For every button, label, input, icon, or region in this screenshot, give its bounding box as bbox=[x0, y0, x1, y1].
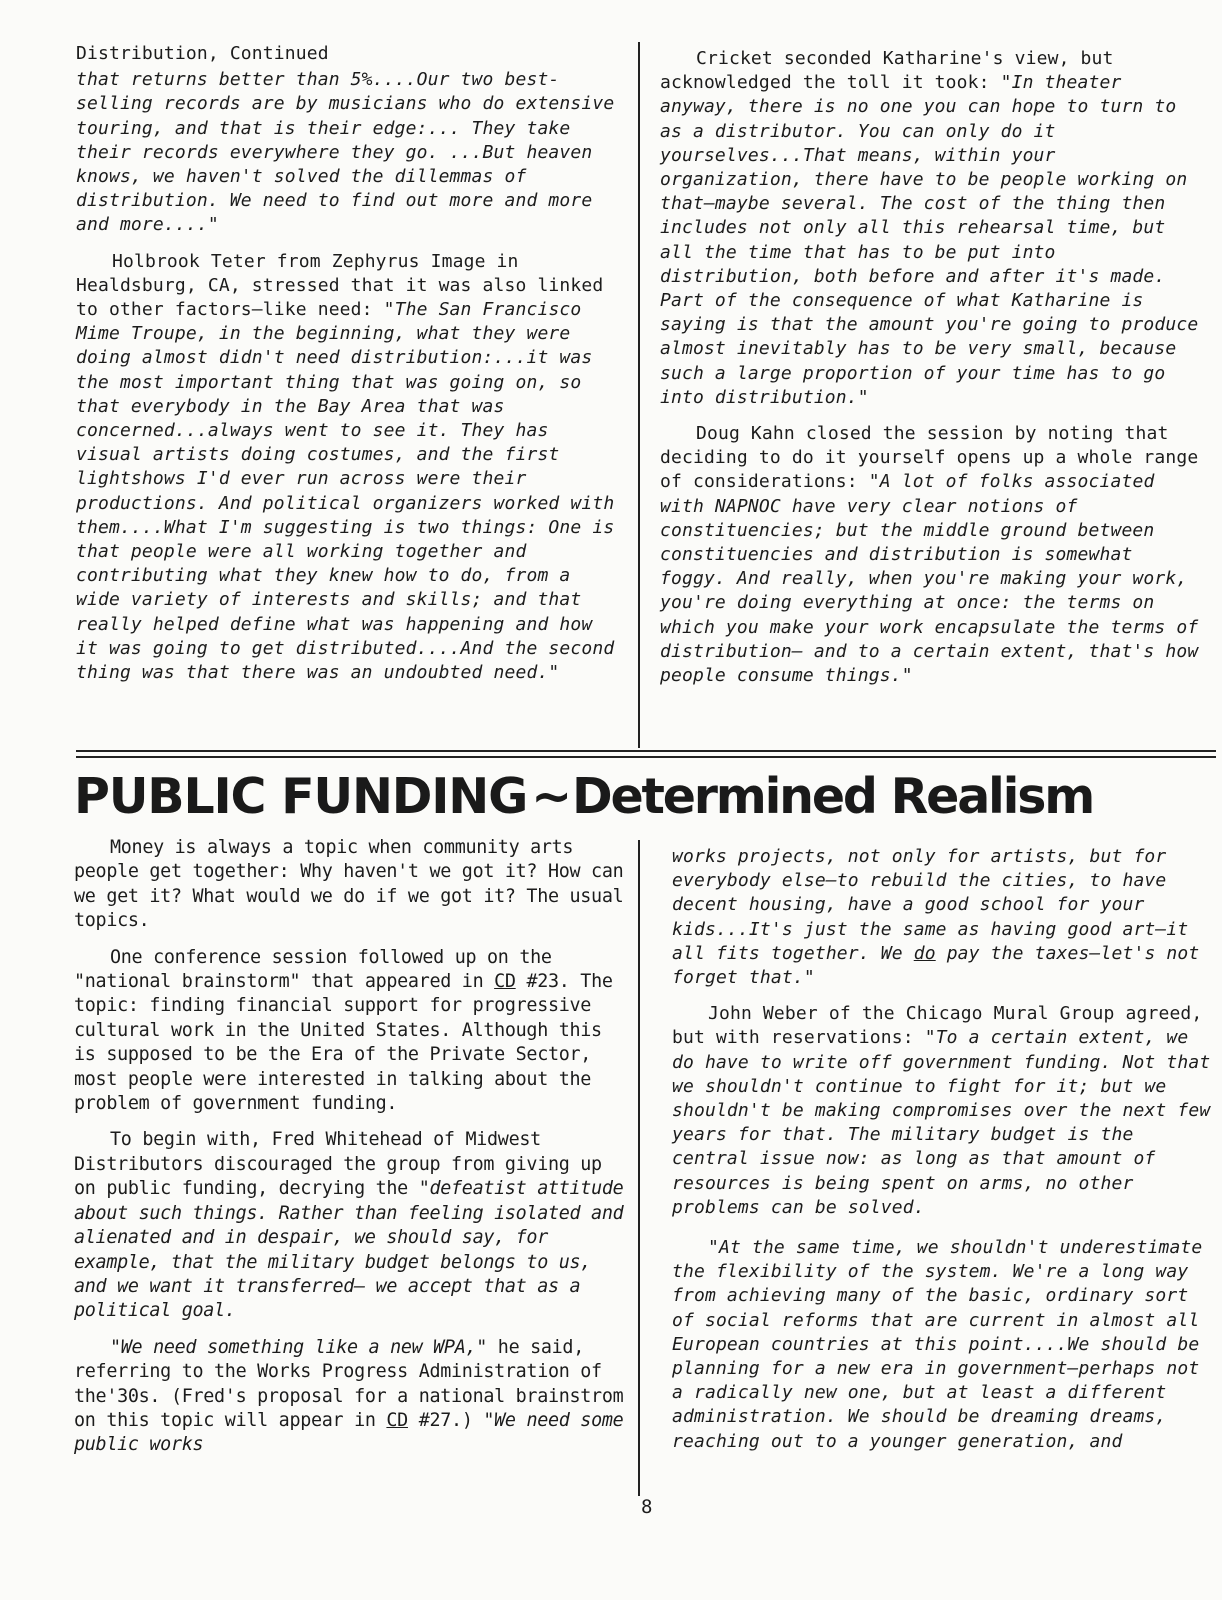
top-column-divider bbox=[638, 42, 640, 748]
top-right-paragraph-2 bbox=[660, 422, 1200, 688]
headline-main: PUBLIC FUNDING bbox=[74, 768, 528, 825]
p2-text-b: #23. The topic: finding financial support for progressive cultural work in the United States. Although this is supposed to be the Era of the Private Sector, most people were interested in talking about the problem of government funding. bbox=[74, 971, 613, 1115]
bottom-left-paragraph-2 bbox=[74, 946, 634, 1117]
cd-reference-23: CD bbox=[494, 971, 516, 993]
section-divider-lower bbox=[76, 756, 1216, 758]
top-left-column bbox=[76, 42, 624, 697]
cricket-quote: "In theater anyway, there is no one you can hope to turn to as a distributor. You can only do it yourselves...That means, within your organization, there have to be people working on that—maybe several. The cost of the thing then includes not only all this rehearsal time, but all the time that has to be put into distribution, both before and after it's made. Part of the consequence of what Katharine is saying is that the amount you're going to produce almost inevitably has to be very small, because such a large proportion of your time has to go into distribution." bbox=[660, 72, 1199, 408]
cd-reference-27: CD bbox=[386, 1409, 408, 1431]
article-headline bbox=[74, 768, 1214, 826]
headline-subtitle: Determined Realism bbox=[572, 768, 1094, 825]
rp1-text-b: pay the taxes—let's not forget that." bbox=[672, 942, 1200, 989]
top-left-paragraph-2 bbox=[76, 250, 624, 686]
teter-lead: Holbrook Teter from Zephyrus Image in Healdsburg, CA, stressed that it was also linked to other factors—like need: bbox=[76, 250, 604, 321]
emphasis-do: do bbox=[913, 942, 936, 964]
bottom-right-paragraph-1 bbox=[672, 845, 1212, 990]
headline-separator: ~ bbox=[531, 768, 570, 825]
p4-text-a: he said, referring to the Works Progress Administration of the'30s. (Fred's proposal for a national brainstrom on this topic will appear in bbox=[74, 1336, 624, 1431]
wpa-quote: "We need something like a new WPA," bbox=[110, 1336, 488, 1358]
bottom-right-paragraph-3: "At the same time, we shouldn't underestimate the flexibility of the system. We're a long way from achieving many of the basic, ordinary sort of social reforms that are current in almost all European countries at this point....We should be planning for a new era in government—perhaps not a radically new one, but at least a different administration. We should be dreaming dreams, reaching out to a younger generation, and bbox=[672, 1237, 1203, 1452]
rp1-text-a: works projects, not only for artists, but for everybody else—to rebuild the cities, to have decent housing, have a good school for your kids...It's just the same as having good art—it all fits together. We bbox=[672, 846, 1189, 964]
section-continued-heading: Distribution, Continued bbox=[76, 43, 329, 64]
teter-quote: "The San Francisco Mime Troupe, in the beginning, what they were doing almost didn't need distribution:...it was the most important thing that was going on, so that everybody in the Bay Area that was concerned...always went to see it. They has visual artists doing costumes, and the first lightshows I'd ever run across were their productions. And political organizers worked with them....What I'm suggesting is two things: One is that people were all working together and contributing what they knew how to do, from a wide variety of interests and skills; and that really helped define what was happening and how it was going to get distributed....And the second thing was that there was an undoubted need." bbox=[76, 299, 615, 684]
weber-quote: "To a certain extent, we do have to write off government funding. Not that we shouldn't continue to fight for it; but we shouldn't be making compromises over the next few years for that. The military budget is the central issue now: as long as that amount of resources is being spent on arms, no other problems can be solved. bbox=[672, 1027, 1211, 1218]
kahn-quote: "A lot of folks associated with NAPNOC have very clear notions of constituencies; but the middle ground between constituencies and distribution is somewhat foggy. And really, when you're making your work, you're doing everything at once: the terms on which you make your work encapsulate the terms of distribution— and to a certain extent, that's how people consume things." bbox=[660, 471, 1199, 687]
kahn-lead: Doug Kahn closed the session by noting that deciding to do it yourself opens up a whole range of considerations: bbox=[660, 423, 1199, 493]
top-right-paragraph-1 bbox=[660, 47, 1200, 410]
cricket-lead: Cricket seconded Katharine's view, but acknowledged the toll it took: bbox=[660, 48, 1114, 94]
bottom-left-paragraph-4 bbox=[74, 1336, 634, 1458]
p2-text-a: One conference session followed up on the "national brainstorm" that appeared in bbox=[74, 946, 552, 993]
bottom-left-column bbox=[74, 836, 634, 1470]
whitehead-lead: To begin with, Fred Whitehead of Midwest Distributors discouraged the group from giving up on public funding, decrying the bbox=[74, 1129, 602, 1200]
whitehead-quote: "defeatist attitude about such things. Rather than feeling isolated and alienated and in despair, we should say, for example, that the military budget belongs to us, and we want it transferred— we accept that as a political goal. bbox=[74, 1178, 624, 1322]
weber-lead: John Weber of the Chicago Mural Group agreed, but with reservations: bbox=[672, 1003, 1203, 1049]
page-number: 8 bbox=[641, 1496, 653, 1518]
p4-text-b: #27.) bbox=[407, 1409, 484, 1431]
bottom-right-column bbox=[672, 845, 1212, 1466]
section-divider-upper bbox=[76, 750, 1216, 752]
top-right-column bbox=[660, 47, 1200, 700]
public-works-quote: "We need some public works bbox=[74, 1409, 624, 1456]
bottom-right-paragraph-2 bbox=[672, 1002, 1212, 1220]
bottom-left-paragraph-3 bbox=[74, 1128, 634, 1323]
bottom-column-divider bbox=[638, 840, 640, 1496]
bottom-left-paragraph-1: Money is always a topic when community arts people get together: Why haven't we got it? How can we get it? What would we do if we got it? The usual topics. bbox=[74, 837, 624, 932]
top-left-paragraph-1: that returns better than 5%....Our two best-selling records are by musicians who do extensive touring, and that is their edge:... They take their records everywhere they go. ...But heaven knows, we haven't solved the dillemmas of distribution. We need to find out more and more and more...." bbox=[76, 69, 615, 236]
